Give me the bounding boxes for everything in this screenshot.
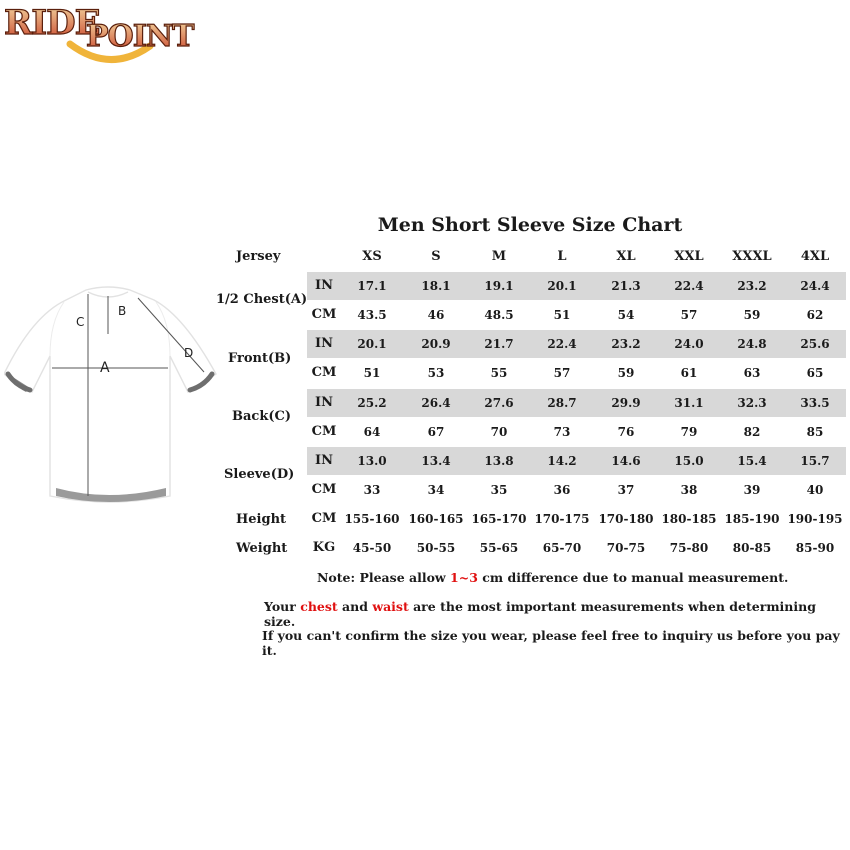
value-cell: 85-90 xyxy=(795,541,835,555)
value-cell: 13.0 xyxy=(357,454,387,468)
svg-text:RIDE: RIDE xyxy=(4,3,100,43)
value-cell: 21.3 xyxy=(611,279,641,293)
value-cell: 190-195 xyxy=(787,512,843,526)
value-cell: 38 xyxy=(680,483,698,497)
size-header: XS xyxy=(362,249,382,264)
value-cell: 43.5 xyxy=(357,308,387,322)
value-cell: 25.2 xyxy=(357,396,387,410)
table-row xyxy=(0,389,850,417)
value-cell: 33 xyxy=(363,483,381,497)
unit-cell: IN xyxy=(315,395,333,410)
note-2-prefix: Your xyxy=(264,599,301,614)
note-2-middle: and xyxy=(337,599,373,614)
table-row xyxy=(0,418,850,446)
note-1-highlight: 1~3 xyxy=(450,570,478,585)
value-cell: 62 xyxy=(806,308,824,322)
size-header: L xyxy=(557,249,567,264)
note-line-3: If you can't confirm the size you wear, please feel free to inquiry us before you pay it. xyxy=(262,628,840,658)
value-cell: 85 xyxy=(806,425,824,439)
value-cell: 54 xyxy=(617,308,635,322)
value-cell: 76 xyxy=(617,425,635,439)
value-cell: 185-190 xyxy=(724,512,780,526)
value-cell: 20.1 xyxy=(547,279,577,293)
label-a: A xyxy=(100,360,110,376)
value-cell: 165-170 xyxy=(471,512,527,526)
value-cell: 46 xyxy=(427,308,445,322)
value-cell: 64 xyxy=(363,425,381,439)
value-cell: 55-65 xyxy=(479,541,519,555)
value-cell: 160-165 xyxy=(408,512,464,526)
size-header: M xyxy=(491,249,507,264)
value-cell: 65-70 xyxy=(542,541,582,555)
value-cell: 37 xyxy=(617,483,635,497)
table-row xyxy=(0,272,850,300)
value-cell: 70 xyxy=(490,425,508,439)
measure-label-front: Front(B) xyxy=(228,351,292,366)
value-cell: 59 xyxy=(617,366,635,380)
value-cell: 48.5 xyxy=(484,308,514,322)
size-header: XXXL xyxy=(732,249,772,264)
label-c: C xyxy=(76,315,85,329)
value-cell: 25.6 xyxy=(800,337,830,351)
measure-label-height: Height xyxy=(236,512,287,527)
value-cell: 27.6 xyxy=(484,396,514,410)
value-cell: 15.4 xyxy=(737,454,767,468)
size-header: XL xyxy=(616,249,636,264)
note-1-prefix: Note: Please allow xyxy=(317,570,451,585)
ridepoint-logo xyxy=(0,0,250,72)
unit-cell: IN xyxy=(315,278,333,293)
note-line-2 xyxy=(264,599,850,629)
value-cell: 155-160 xyxy=(344,512,400,526)
chart-title: Men Short Sleeve Size Chart xyxy=(377,214,683,236)
table-row xyxy=(0,330,850,358)
table-row xyxy=(0,534,850,562)
note-2-suffix: are the most important measurements when determining size. xyxy=(264,599,816,629)
value-cell: 35 xyxy=(490,483,508,497)
value-cell: 53 xyxy=(427,366,445,380)
unit-cell: CM xyxy=(311,482,337,497)
table-row xyxy=(0,505,850,533)
value-cell: 73 xyxy=(553,425,571,439)
value-cell: 13.4 xyxy=(421,454,451,468)
value-cell: 75-80 xyxy=(669,541,709,555)
value-cell: 14.2 xyxy=(547,454,577,468)
value-cell: 79 xyxy=(680,425,698,439)
table-row xyxy=(0,301,850,329)
value-cell: 15.7 xyxy=(800,454,830,468)
table-row xyxy=(0,447,850,475)
value-cell: 51 xyxy=(553,308,571,322)
value-cell: 65 xyxy=(806,366,824,380)
value-cell: 21.7 xyxy=(484,337,514,351)
value-cell: 19.1 xyxy=(484,279,514,293)
value-cell: 50-55 xyxy=(416,541,456,555)
table-row xyxy=(0,476,850,504)
unit-cell: CM xyxy=(311,307,337,322)
size-header: S xyxy=(431,249,441,264)
value-cell: 24.4 xyxy=(800,279,830,293)
value-cell: 15.0 xyxy=(674,454,704,468)
unit-cell: IN xyxy=(315,453,333,468)
value-cell: 82 xyxy=(743,425,761,439)
unit-cell: IN xyxy=(315,336,333,351)
value-cell: 57 xyxy=(680,308,698,322)
value-cell: 36 xyxy=(553,483,571,497)
value-cell: 23.2 xyxy=(611,337,641,351)
value-cell: 26.4 xyxy=(421,396,451,410)
value-cell: 20.9 xyxy=(421,337,451,351)
value-cell: 29.9 xyxy=(611,396,641,410)
value-cell: 59 xyxy=(743,308,761,322)
value-cell: 28.7 xyxy=(547,396,577,410)
measure-label-chest: 1/2 Chest(A) xyxy=(216,292,308,307)
value-cell: 13.8 xyxy=(484,454,514,468)
measure-label-back: Back(C) xyxy=(232,409,291,424)
value-cell: 70-75 xyxy=(606,541,646,555)
jersey-header: Jersey xyxy=(236,249,281,264)
note-line-1 xyxy=(317,570,788,585)
value-cell: 18.1 xyxy=(421,279,451,293)
value-cell: 51 xyxy=(363,366,381,380)
unit-cell: CM xyxy=(311,365,337,380)
unit-cell: KG xyxy=(312,540,336,555)
unit-cell: CM xyxy=(311,511,337,526)
table-row xyxy=(0,359,850,387)
value-cell: 80-85 xyxy=(732,541,772,555)
value-cell: 22.4 xyxy=(674,279,704,293)
value-cell: 63 xyxy=(743,366,761,380)
value-cell: 14.6 xyxy=(611,454,641,468)
value-cell: 31.1 xyxy=(674,396,704,410)
svg-text:POINT: POINT xyxy=(86,19,194,54)
size-header: XXL xyxy=(674,249,704,264)
value-cell: 170-180 xyxy=(598,512,654,526)
value-cell: 39 xyxy=(743,483,761,497)
note-2-waist: waist xyxy=(372,599,409,614)
value-cell: 20.1 xyxy=(357,337,387,351)
note-2-chest: chest xyxy=(300,599,338,614)
measure-label-weight: Weight xyxy=(236,541,288,556)
value-cell: 55 xyxy=(490,366,508,380)
value-cell: 17.1 xyxy=(357,279,387,293)
value-cell: 32.3 xyxy=(737,396,767,410)
value-cell: 67 xyxy=(427,425,445,439)
label-b: B xyxy=(118,304,127,318)
size-header: 4XL xyxy=(800,249,830,264)
measure-label-sleeve: Sleeve(D) xyxy=(224,467,295,482)
value-cell: 180-185 xyxy=(661,512,717,526)
value-cell: 24.8 xyxy=(737,337,767,351)
label-d: D xyxy=(184,346,194,360)
note-1-suffix: cm difference due to manual measurement. xyxy=(477,570,789,585)
value-cell: 33.5 xyxy=(800,396,830,410)
value-cell: 170-175 xyxy=(534,512,590,526)
value-cell: 45-50 xyxy=(352,541,392,555)
unit-cell: CM xyxy=(311,424,337,439)
value-cell: 40 xyxy=(806,483,824,497)
value-cell: 24.0 xyxy=(674,337,704,351)
value-cell: 61 xyxy=(680,366,698,380)
value-cell: 23.2 xyxy=(737,279,767,293)
value-cell: 57 xyxy=(553,366,571,380)
value-cell: 34 xyxy=(427,483,445,497)
value-cell: 22.4 xyxy=(547,337,577,351)
